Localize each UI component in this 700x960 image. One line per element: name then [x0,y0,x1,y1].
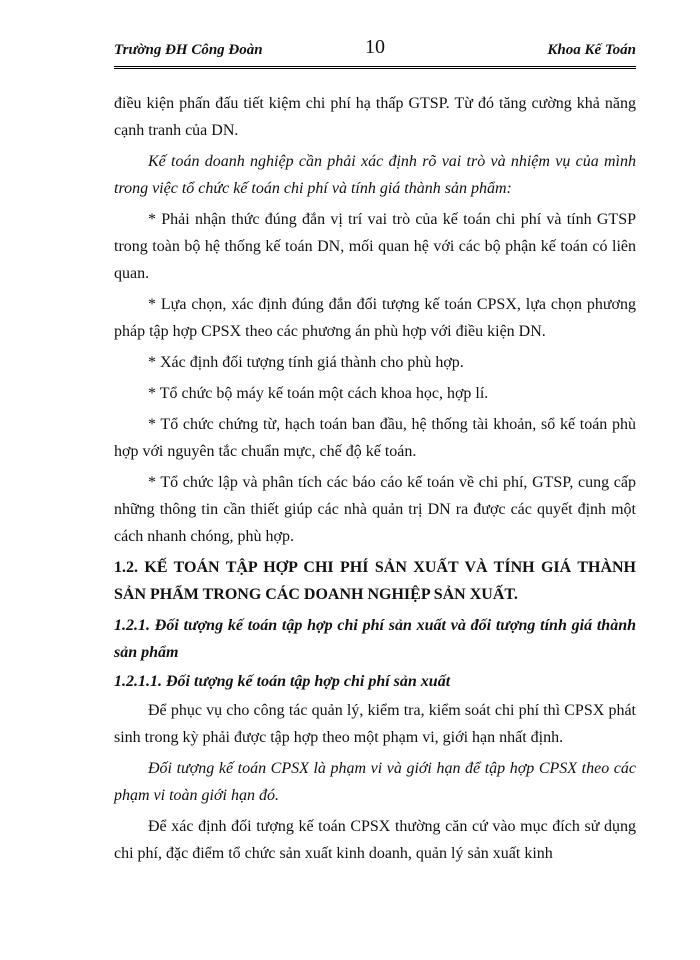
paragraph-cost-purpose: Để phục vụ cho công tác quản lý, kiểm tra, kiểm soát chi phí thì CPSX phát sinh trong kỳ phải được tập hợp theo một phạm vi, giới hạn nhất định. [114,702,636,746]
page-header [114,36,636,66]
page-number: 10 [365,36,385,58]
paragraph-continuation: điều kiện phấn đấu tiết kiệm chi phí hạ thấp GTSP. Từ đó tăng cường khả năng cạnh tranh của DN. [114,95,636,139]
section-heading-1-2-1-1: 1.2.1.1. Đối tượng kế toán tập hợp chi phí sản xuất [114,673,451,690]
paragraph-bullet-3: * Xác định đối tượng tính giá thành cho phù hợp. [148,354,464,371]
document-body [114,90,636,871]
paragraph-cost-object-definition: Đối tượng kế toán CPSX là phạm vi và giới hạn để tập hợp CPSX theo các phạm vi toàn giới hạn đó. [114,760,636,804]
header-school-name: Trường ĐH Công Đoàn [114,42,263,58]
header-department-name: Khoa Kế Toán [547,42,636,58]
header-divider [114,66,636,69]
paragraph-bullet-4: * Tổ chức bộ máy kế toán một cách khoa học, hợp lí. [148,385,489,402]
paragraph-bullet-1: * Phải nhận thức đúng đắn vị trí vai trò của kế toán chi phí và tính GTSP trong toàn bộ hệ thống kế toán DN, mối quan hệ với các bộ phận kế toán có liên quan. [114,211,636,282]
paragraph-bullet-2: * Lựa chọn, xác định đúng đắn đối tượng kế toán CPSX, lựa chọn phương pháp tập hợp CPSX theo các phương án phù hợp với điều kiện DN. [114,296,636,340]
section-heading-1-2: 1.2. KẾ TOÁN TẬP HỢP CHI PHÍ SẢN XUẤT VÀ TÍNH GIÁ THÀNH SẢN PHẨM TRONG CÁC DOANH NGHIỆP SẢN XUẤT. [114,559,636,603]
paragraph-cost-object-basis: Để xác định đối tượng kế toán CPSX thường căn cứ vào mục đích sử dụng chi phí, đặc điểm tổ chức sản xuất kinh doanh, quản lý sản xuất kinh [114,818,636,862]
paragraph-bullet-5: * Tổ chức chứng từ, hạch toán ban đầu, hệ thống tài khoản, sổ kế toán phù hợp với nguyên tắc chuẩn mực, chế độ kế toán. [114,416,636,460]
section-heading-1-2-1: 1.2.1. Đối tượng kế toán tập hợp chi phí sản xuất và đối tượng tính giá thành sản phẩm [114,617,636,661]
paragraph-role-intro: Kế toán doanh nghiệp cần phải xác định rõ vai trò và nhiệm vụ của mình trong việc tổ chức kế toán chi phí và tính giá thành sản phẩm: [114,153,636,197]
paragraph-bullet-6: * Tổ chức lập và phân tích các báo cáo kế toán về chi phí, GTSP, cung cấp những thông tin cần thiết giúp các nhà quản trị DN ra được các quyết định một cách nhanh chóng, phù hợp. [114,474,636,545]
